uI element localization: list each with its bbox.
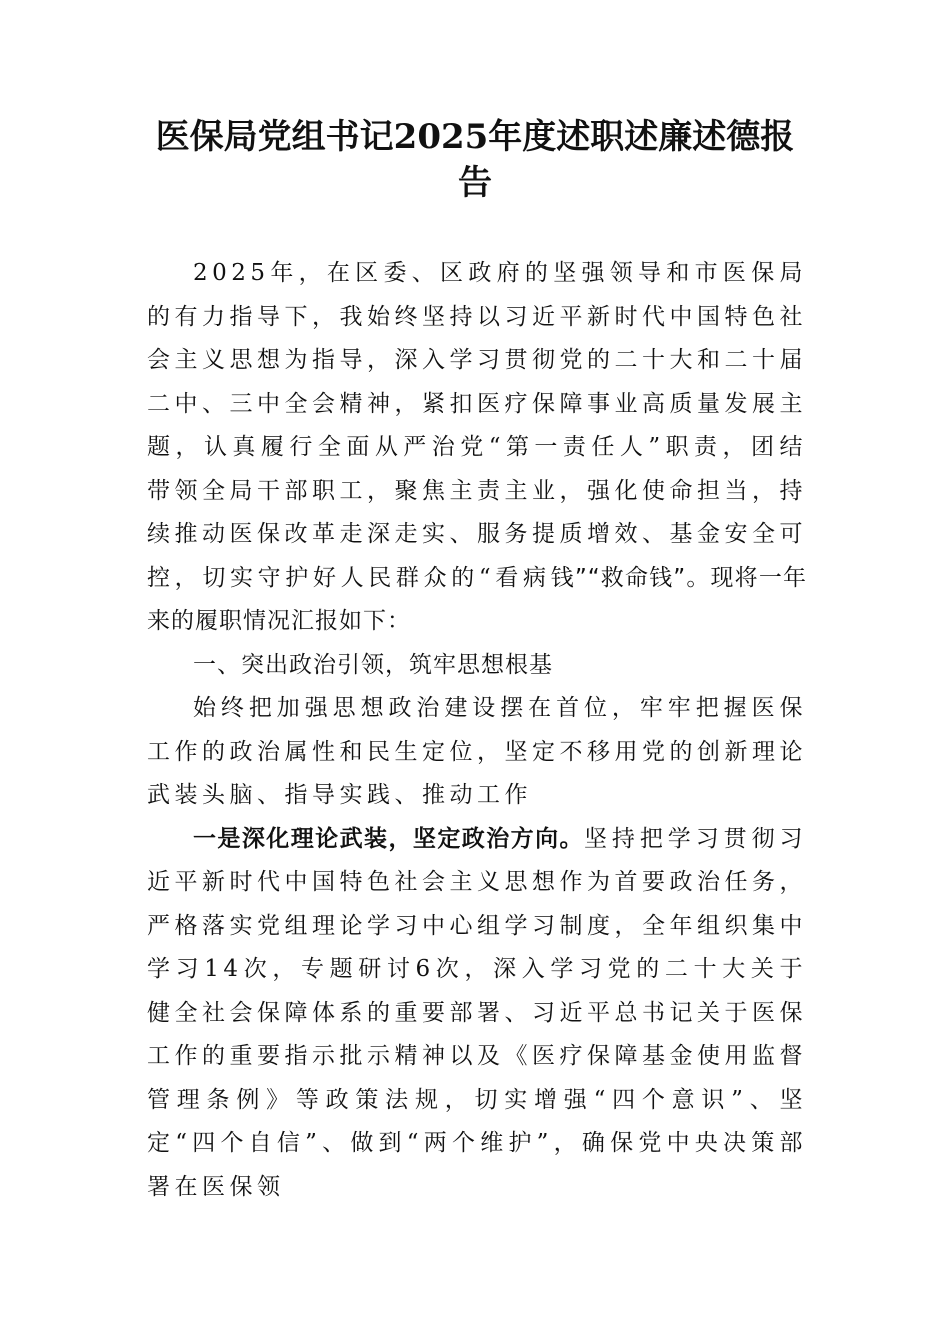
page-title: 医保局党组书记2025年度述职述廉述德报告 [155, 117, 795, 203]
point-1-lead: 一是深化理论武装，坚定政治方向。 [193, 825, 584, 852]
section-1-paragraph: 始终把加强思想政治建设摆在首位，牢牢把握医保工作的政治属性和民生定位，坚定不移用党的创新理论武装头脑、指导实践、推动工作 [147, 695, 807, 808]
section-heading-1: 一、突出政治引领，筑牢思想根基 [193, 651, 553, 678]
document-body [147, 252, 807, 1209]
point-1-text: 坚持把学习贯彻习近平新时代中国特色社会主义思想作为首要政治任务，严格落实党组理论学习中心组学习制度，全年组织集中学习14次，专题研讨6次，深入学习党的二十大关于健全社会保障体系的重要部署、习近平总书记关于医保工作的重要指示批示精神以及《医疗保障基金使用监督管理条例》等政策法规，切实增强“四个意识”、坚定“四个自信”、做到“两个维护”，确保党中央决策部署在医保领 [147, 825, 808, 1200]
intro-paragraph-tail: 钱”“救命钱”。现将一年来的履职情况汇报如下： [147, 564, 807, 634]
section-1-point-1 [147, 818, 807, 1210]
intro-paragraph-text: 2025年，在区委、区政府的坚强领导和市医保局的有力指导下，我始终坚持以习近平新时代中国特色社会主义思想为指导，深入学习贯彻党的二十大和二十届二中、三中全会精神，紧扣医疗保障事业高质量发展主题，认真履行全面从严治党“第一责任人”职责，团结带领全局干部职工，聚焦主责主业，强化使命担当，持续推动医保改革走深走实、服务提质增效、基金安全可控，切实守护好人民群众的“看病 [147, 260, 807, 591]
intro-paragraph [147, 252, 807, 644]
